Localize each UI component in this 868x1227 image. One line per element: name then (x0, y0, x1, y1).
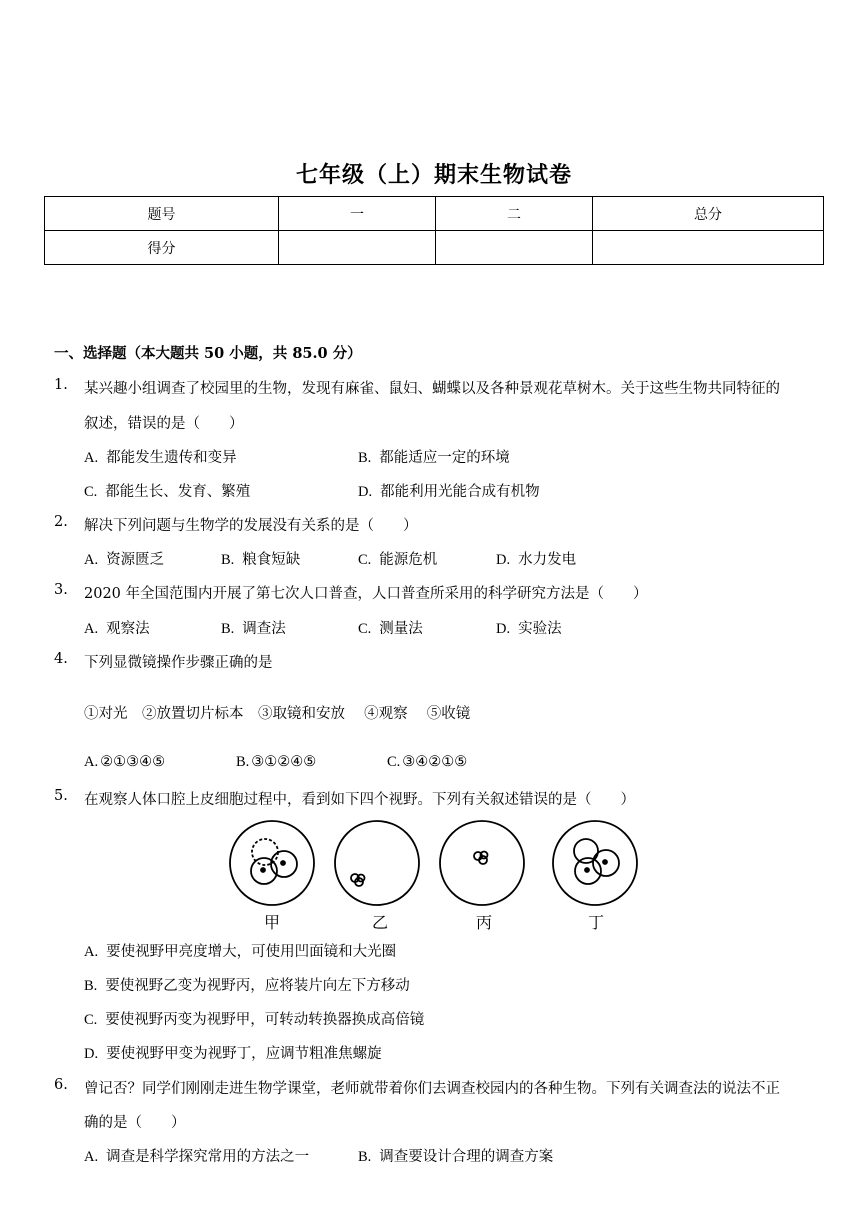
page-title: 七年级（上）期末生物试卷 (295, 162, 572, 188)
option-text: 粮食短缺 (242, 552, 301, 568)
question-number: 6. (54, 1077, 68, 1093)
option-letter: A. (84, 1149, 99, 1165)
question-text: 解决下列问题与生物学的发展没有关系的是（ ） (84, 518, 418, 534)
question-text: 在观察人体口腔上皮细胞过程中，看到如下四个视野。下列有关叙述错误的是（ ） (84, 792, 635, 808)
option (496, 548, 576, 569)
option-letter: C. (358, 552, 372, 568)
field-bing-image (440, 821, 524, 905)
option-letter: A. (84, 621, 99, 637)
option-letter: B. (358, 1149, 372, 1165)
option-text: 都能适应一定的环境 (379, 450, 510, 466)
score-cell (279, 231, 436, 265)
question-number: 2. (54, 514, 68, 530)
option (236, 754, 316, 771)
option-letter: A. (84, 944, 99, 960)
option-letter: A. (84, 450, 99, 466)
option-text: ②①③④⑤ (100, 754, 166, 770)
option-text: 测量法 (379, 621, 423, 637)
option-text: 要使视野甲变为视野丁，应调节粗准焦螺旋 (106, 1046, 382, 1062)
score-cell: 二 (436, 197, 593, 231)
option-letter: A. (84, 754, 99, 770)
score-cell: 得分 (45, 231, 279, 265)
option-letter: D. (496, 552, 511, 568)
section-heading: 一、选择题（本大题共 50 小题，共 85.0 分） (54, 345, 362, 362)
option-letter: B. (221, 621, 235, 637)
option (358, 1145, 553, 1166)
option-text: ③④②①⑤ (402, 754, 468, 770)
option-text: 都能发生遗传和变异 (106, 450, 237, 466)
score-cell: 题号 (45, 197, 279, 231)
option-letter: B. (84, 978, 98, 994)
option-text: 调查要设计合理的调查方案 (379, 1149, 554, 1165)
option-letter: C. (387, 754, 401, 770)
score-table-row (45, 231, 824, 265)
option-letter: D. (84, 1046, 99, 1062)
field-label: 丁 (587, 915, 605, 932)
option-letter: D. (496, 621, 511, 637)
option-letter: C. (358, 621, 372, 637)
option (221, 548, 300, 569)
score-cell (593, 231, 824, 265)
field-jia-image (230, 821, 314, 905)
score-table-header-row (45, 197, 824, 231)
score-table (44, 196, 824, 265)
field-ding-image (553, 821, 637, 905)
score-cell: 一 (279, 197, 436, 231)
question-text: 某兴趣小组调查了校园里的生物，发现有麻雀、鼠妇、蝴蝶以及各种景观花草树木。关于这些生物共同特征的 (84, 381, 780, 397)
option (84, 1042, 382, 1063)
field-label: 乙 (371, 915, 389, 932)
question-text: 下列显微镜操作步骤正确的是 (84, 655, 273, 671)
option-text: 观察法 (106, 621, 150, 637)
option-text: 要使视野甲亮度增大，可使用凹面镜和大光圈 (106, 944, 397, 960)
option-letter: A. (84, 552, 99, 568)
question-text: 叙述，错误的是（ ） (84, 416, 244, 432)
option-letter: C. (84, 1012, 98, 1028)
option-text: ③①②④⑤ (251, 754, 317, 770)
field-yi-image (335, 821, 419, 905)
option-letter: C. (84, 484, 98, 500)
option (358, 446, 510, 467)
option-text: 能源危机 (379, 552, 438, 568)
option (84, 1145, 309, 1166)
option-letter: B. (358, 450, 372, 466)
option-letter: B. (236, 754, 250, 770)
option-text: 资源匮乏 (106, 552, 165, 568)
option (358, 480, 540, 501)
question-number: 3. (54, 582, 68, 598)
question-number: 4. (54, 651, 68, 667)
option (358, 548, 437, 569)
question-number: 1. (54, 377, 68, 393)
option (84, 754, 165, 771)
option (496, 617, 562, 638)
option-text: 都能利用光能合成有机物 (380, 484, 540, 500)
option-text: 调查法 (242, 621, 286, 637)
option-text: 水力发电 (518, 552, 577, 568)
option (221, 617, 286, 638)
option (387, 754, 467, 771)
option-letter: B. (221, 552, 235, 568)
option (84, 548, 164, 569)
question-text: 确的是（ ） (84, 1115, 186, 1131)
option (84, 480, 250, 501)
microscope-fields-figure (225, 818, 645, 933)
option-text: 要使视野丙变为视野甲，可转动转换器换成高倍镜 (105, 1012, 425, 1028)
score-cell (436, 231, 593, 265)
option (84, 974, 410, 995)
option-text: 调查是科学探究常用的方法之一 (106, 1149, 310, 1165)
field-label: 甲 (263, 915, 281, 932)
option (84, 446, 237, 467)
option (84, 617, 150, 638)
option (358, 617, 423, 638)
question-text: 曾记否？同学们刚刚走进生物学课堂，老师就带着你们去调查校园内的各种生物。下列有关调查法的说法不正 (84, 1081, 780, 1097)
question-text: 2020 年全国范围内开展了第七次人口普查，人口普查所采用的科学研究方法是（ ） (84, 586, 648, 602)
steps-list: ①对光 ②放置切片标本 ③取镜和安放 ④观察 ⑤收镜 (84, 706, 471, 722)
option-letter: D. (358, 484, 373, 500)
question-number: 5. (54, 788, 68, 804)
score-cell: 总分 (593, 197, 824, 231)
option-text: 都能生长、发育、繁殖 (105, 484, 251, 500)
field-label: 丙 (475, 915, 493, 932)
option (84, 1008, 424, 1029)
option (84, 940, 396, 961)
option-text: 要使视野乙变为视野丙，应将装片向左下方移动 (105, 978, 410, 994)
option-text: 实验法 (518, 621, 562, 637)
